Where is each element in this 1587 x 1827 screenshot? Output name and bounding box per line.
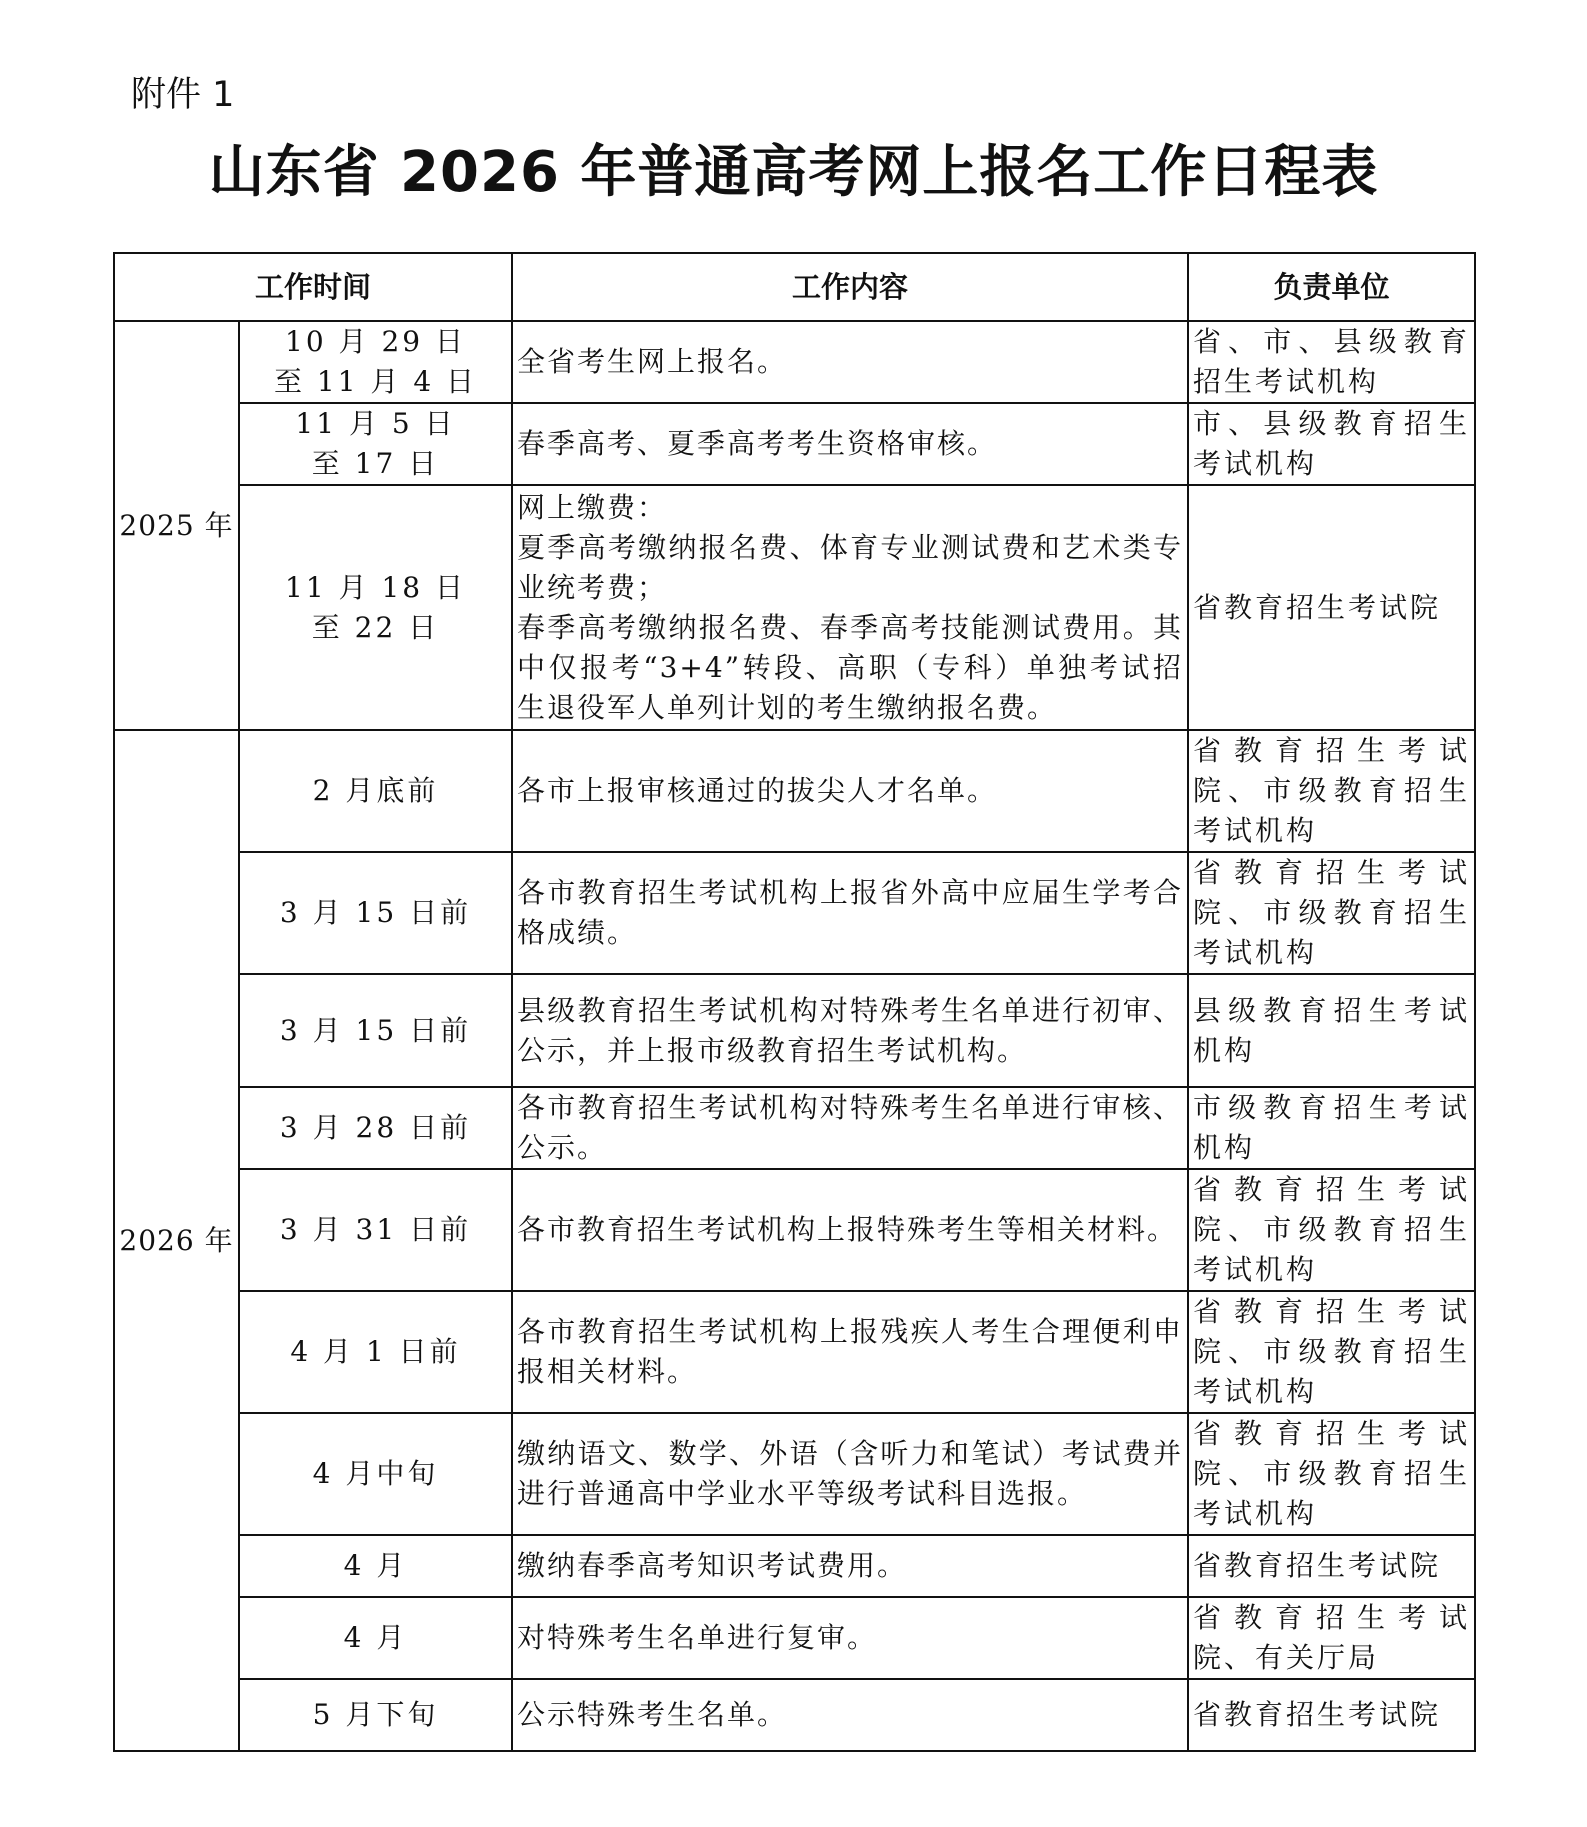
header-responsible-unit: 负责单位	[1188, 253, 1475, 321]
table-row	[114, 1535, 1475, 1597]
time-cell	[239, 1679, 512, 1751]
header-work-time: 工作时间	[114, 253, 512, 321]
content-cell	[512, 730, 1188, 852]
time-line: 2 月底前	[312, 774, 439, 807]
time-line: 4 月	[343, 1549, 408, 1582]
table-row	[114, 1087, 1475, 1169]
time-cell	[239, 1291, 512, 1413]
time-line: 11 月 5 日	[295, 407, 456, 440]
schedule-table	[113, 252, 1476, 1752]
time-line: 3 月 28 日前	[279, 1111, 472, 1144]
content-cell	[512, 974, 1188, 1087]
time-line: 11 月 18 日	[285, 570, 466, 604]
time-cell	[239, 1535, 512, 1597]
content-line: 各市教育招生考试机构上报省外高中应届生学考合格成绩。	[517, 876, 1184, 949]
document-title: 山东省 2026 年普通高考网上报名工作日程表	[208, 140, 1379, 205]
content-line: 春季高考、夏季高考考生资格审核。	[517, 427, 998, 460]
table-row	[114, 974, 1475, 1087]
unit-cell: 市级教育招生考试机构	[1188, 1087, 1475, 1169]
unit-cell: 省教育招生考试院、市级教育招生考试机构	[1188, 1291, 1475, 1413]
unit-cell: 省教育招生考试院、市级教育招生考试机构	[1188, 1413, 1475, 1535]
unit-cell: 省教育招生考试院	[1188, 1535, 1475, 1597]
content-line: 各市教育招生考试机构对特殊考生名单进行审核、公示。	[517, 1091, 1184, 1164]
content-line: 缴纳语文、数学、外语（含听力和笔试）考试费并进行普通高中学业水平等级考试科目选报。	[517, 1437, 1184, 1510]
content-line: 各市教育招生考试机构上报特殊考生等相关材料。	[517, 1213, 1178, 1246]
content-line: 夏季高考缴纳报名费、体育专业测试费和艺术类专业统考费；	[517, 530, 1184, 604]
content-line: 缴纳春季高考知识考试费用。	[517, 1549, 908, 1582]
content-cell	[512, 1597, 1188, 1679]
content-cell	[512, 1535, 1188, 1597]
header-work-content: 工作内容	[512, 253, 1188, 321]
content-cell	[512, 1087, 1188, 1169]
unit-cell: 省教育招生考试院、有关厅局	[1188, 1597, 1475, 1679]
time-line: 3 月 15 日前	[279, 896, 472, 929]
time-line: 4 月中旬	[312, 1457, 439, 1490]
content-line: 全省考生网上报名。	[517, 345, 788, 378]
time-cell	[239, 974, 512, 1087]
table-row	[114, 321, 1475, 403]
table-row	[114, 485, 1475, 730]
content-cell	[512, 485, 1188, 730]
unit-cell: 县级教育招生考试机构	[1188, 974, 1475, 1087]
time-cell	[239, 485, 512, 730]
content-line: 对特殊考生名单进行复审。	[517, 1621, 878, 1654]
table-row	[114, 1291, 1475, 1413]
table-row	[114, 1679, 1475, 1751]
attachment-label: 附件 1	[131, 75, 235, 115]
unit-cell: 省教育招生考试院	[1188, 1679, 1475, 1751]
unit-cell: 省教育招生考试院、市级教育招生考试机构	[1188, 1169, 1475, 1291]
time-cell	[239, 730, 512, 852]
content-cell	[512, 321, 1188, 403]
table-row	[114, 852, 1475, 974]
time-cell	[239, 1597, 512, 1679]
content-cell	[512, 852, 1188, 974]
table-row	[114, 1169, 1475, 1291]
content-line: 公示特殊考生名单。	[517, 1698, 788, 1731]
content-line: 各市教育招生考试机构上报残疾人考生合理便利申报相关材料。	[517, 1315, 1184, 1388]
time-cell	[239, 321, 512, 403]
time-cell	[239, 1087, 512, 1169]
year-cell-2026: 2026 年	[114, 730, 239, 1751]
time-line: 4 月	[343, 1621, 408, 1654]
time-line: 4 月 1 日前	[290, 1335, 461, 1368]
table-header-row	[114, 253, 1475, 321]
time-line: 10 月 29 日	[285, 325, 466, 358]
content-line: 县级教育招生考试机构对特殊考生名单进行初审、公示，并上报市级教育招生考试机构。	[517, 993, 1184, 1067]
time-line: 3 月 31 日前	[279, 1213, 472, 1246]
unit-cell: 省教育招生考试院、市级教育招生考试机构	[1188, 730, 1475, 852]
content-cell	[512, 1169, 1188, 1291]
content-cell	[512, 403, 1188, 485]
time-cell	[239, 403, 512, 485]
time-cell	[239, 852, 512, 974]
unit-cell: 市、县级教育招生考试机构	[1188, 403, 1475, 485]
table-row	[114, 403, 1475, 485]
table-row	[114, 730, 1475, 852]
time-line: 至 17 日	[311, 447, 440, 480]
unit-cell: 省教育招生考试院、市级教育招生考试机构	[1188, 852, 1475, 974]
table-row	[114, 1597, 1475, 1679]
time-line: 5 月下旬	[312, 1698, 439, 1731]
content-line: 网上缴费：	[517, 490, 668, 524]
content-cell	[512, 1413, 1188, 1535]
unit-cell: 省、市、县级教育招生考试机构	[1188, 321, 1475, 403]
time-cell	[239, 1413, 512, 1535]
time-line: 至 22 日	[311, 610, 440, 644]
year-cell-2025: 2025 年	[114, 321, 239, 730]
content-cell	[512, 1291, 1188, 1413]
unit-cell: 省教育招生考试院	[1188, 485, 1475, 730]
time-line: 至 11 月 4 日	[273, 365, 478, 398]
content-line: 各市上报审核通过的拔尖人才名单。	[517, 774, 998, 807]
content-cell	[512, 1679, 1188, 1751]
content-line: 春季高考缴纳报名费、春季高考技能测试费用。其中仅报考“3+4”转段、高职（专科）单独考试招生退役军人单列计划的考生缴纳报名费。	[517, 610, 1184, 724]
table-row	[114, 1413, 1475, 1535]
time-cell	[239, 1169, 512, 1291]
time-line: 3 月 15 日前	[279, 1013, 472, 1047]
